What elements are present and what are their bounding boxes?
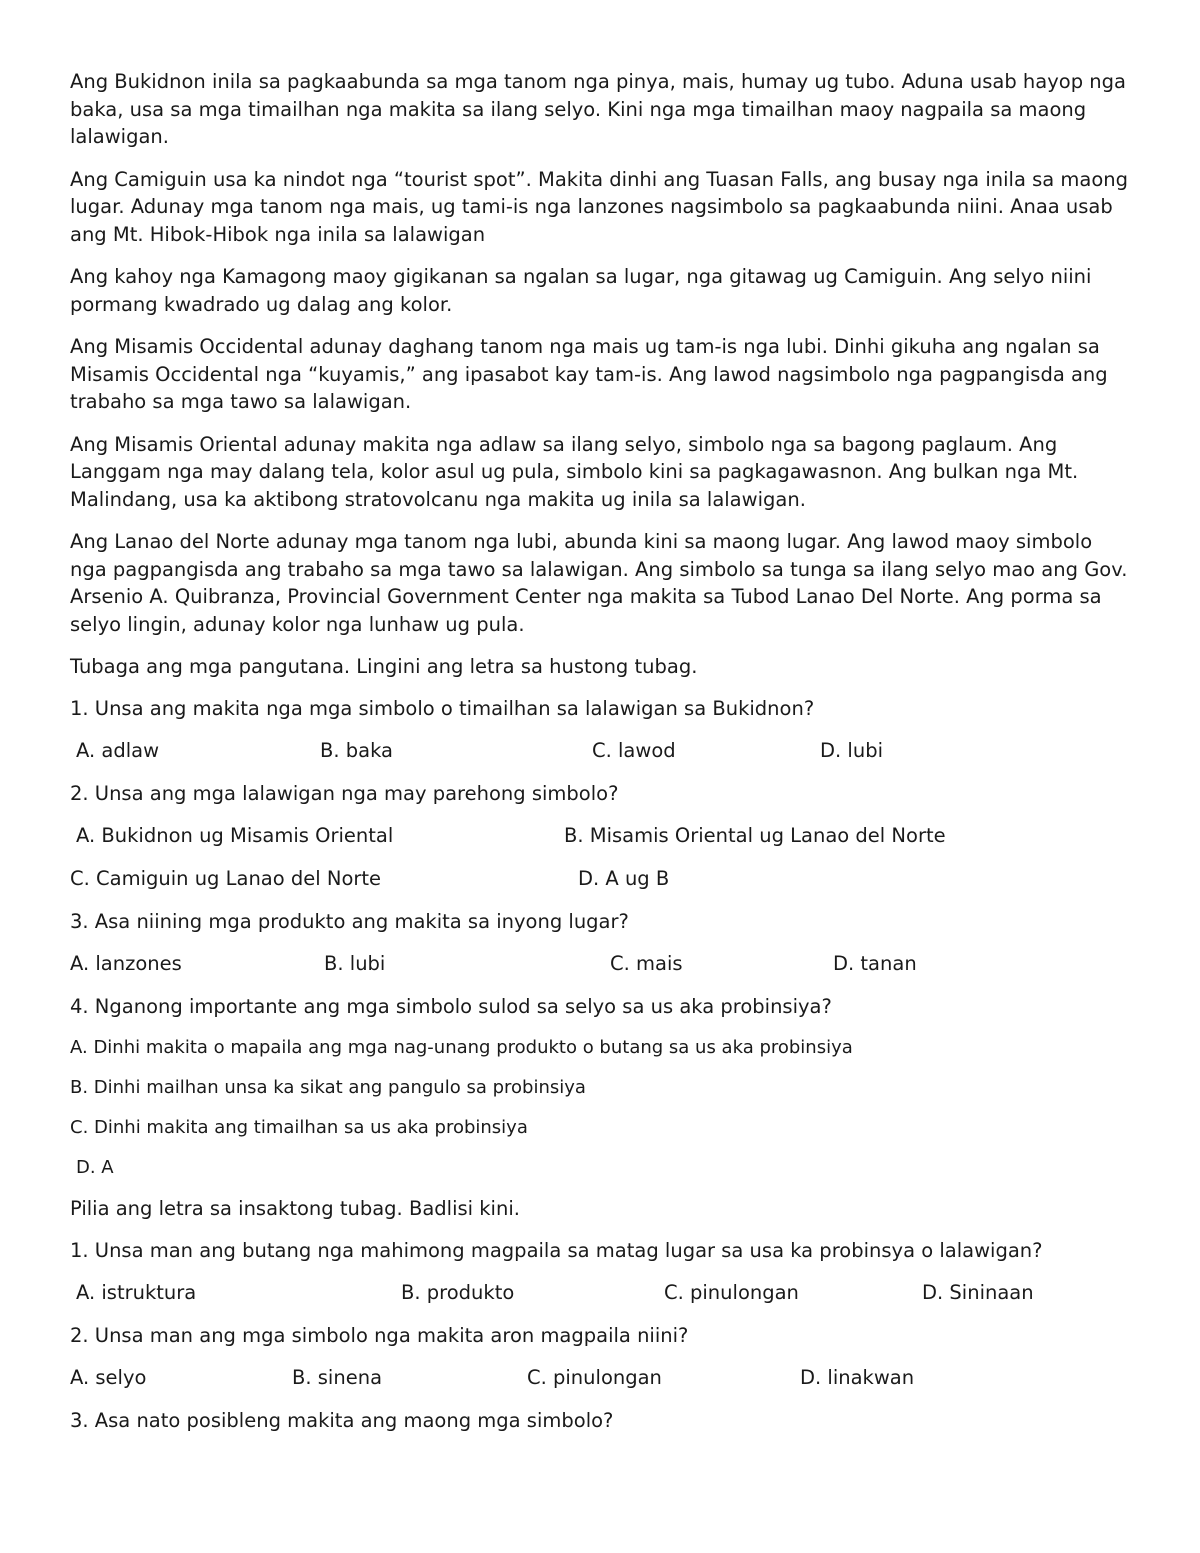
choice-a[interactable]: A. lanzones	[70, 952, 182, 975]
choice-c[interactable]: C. Camiguin ug Lanao del Norte	[70, 867, 382, 890]
part1-question-3: 3. Asa niining mga produkto ang makita sa inyong lugar?	[70, 910, 629, 933]
part2-instruction: Pilia ang letra sa insaktong tubag. Badlisi kini.	[70, 1197, 520, 1220]
part2-q1-choices	[70, 1279, 1130, 1306]
choice-d[interactable]: D. Sininaan	[922, 1281, 1034, 1304]
choice-c[interactable]: C. pinulongan	[664, 1281, 799, 1304]
paragraph-misamis-occidental: Ang Misamis Occidental adunay daghang tanom nga mais ug tam-is nga lubi. Dinhi gikuha ang ngalan sa Misamis Occidental nga “kuyamis,” ang ipasabot kay tam-is. Ang lawod nagsimbolo nga pagpangisda ang trabaho sa mga tawo sa lalawigan.	[70, 335, 1108, 413]
choice-d[interactable]: D. tanan	[833, 952, 917, 975]
part1-q2-choices-ab	[70, 822, 1130, 849]
choice-b[interactable]: B. lubi	[324, 952, 386, 975]
part1-question-2: 2. Unsa ang mga lalawigan nga may parehong simbolo?	[70, 782, 619, 805]
part1-q3-choices	[70, 950, 1130, 977]
choice-a[interactable]: A. adlaw	[76, 739, 160, 762]
choice-b[interactable]: B. Misamis Oriental ug Lanao del Norte	[564, 824, 946, 847]
part1-instruction: Tubaga ang mga pangutana. Lingini ang letra sa hustong tubag.	[70, 655, 698, 678]
paragraph-kamagong: Ang kahoy nga Kamagong maoy gigikanan sa ngalan sa lugar, nga gitawag ug Camiguin. Ang selyo niini pormang kwadrado ug dalag ang kolor.	[70, 265, 1092, 316]
choice-d[interactable]: D. lubi	[820, 739, 883, 762]
choice-b[interactable]: B. baka	[320, 739, 394, 762]
paragraph-misamis-oriental: Ang Misamis Oriental adunay makita nga adlaw sa ilang selyo, simbolo nga sa bagong paglaum. Ang Langgam nga may dalang tela, kolor asul ug pula, simbolo kini sa pagkagawasnon. Ang bulkan nga Mt. Malindang, usa ka aktibong stratovolcanu nga makita ug inila sa lalawigan.	[70, 432, 1079, 511]
part1-question-1: 1. Unsa ang makita nga mga simbolo o timailhan sa lalawigan sa Bukidnon?	[70, 697, 815, 720]
paragraph-bukidnon: Ang Bukidnon inila sa pagkaabunda sa mga tanom nga pinya, mais, humay ug tubo. Aduna usab hayop nga baka, usa sa mga timailhan nga makita sa ilang selyo. Kini nga mga timailhan maoy nagpaila sa maong lalawigan.	[70, 70, 1126, 148]
part1-q2-choices-cd	[70, 865, 1130, 892]
choice-b[interactable]: B. sinena	[292, 1366, 383, 1389]
choice-d[interactable]: D. A	[76, 1157, 114, 1178]
choice-c[interactable]: C. pinulongan	[527, 1366, 662, 1389]
choice-b[interactable]: B. produkto	[401, 1281, 515, 1304]
part2-question-2: 2. Unsa man ang mga simbolo nga makita aron magpaila niini?	[70, 1324, 689, 1347]
document-page	[70, 68, 1130, 1449]
part1-question-4: 4. Nganong importante ang mga simbolo sulod sa selyo sa us aka probinsiya?	[70, 995, 832, 1018]
choice-c[interactable]: C. mais	[610, 952, 683, 975]
choice-d[interactable]: D. A ug B	[578, 867, 670, 890]
choice-d[interactable]: D. linakwan	[800, 1366, 915, 1389]
part2-q2-choices	[70, 1364, 1130, 1391]
choice-c[interactable]: C. lawod	[592, 739, 676, 762]
part2-question-1: 1. Unsa man ang butang nga mahimong magpaila sa matag lugar sa usa ka probinsya o lalawigan?	[70, 1239, 1043, 1262]
choice-b[interactable]: B. Dinhi mailhan unsa ka sikat ang pangulo sa probinsiya	[70, 1077, 586, 1098]
choice-c[interactable]: C. Dinhi makita ang timailhan sa us aka probinsiya	[70, 1117, 528, 1138]
choice-a[interactable]: A. Bukidnon ug Misamis Oriental	[76, 824, 394, 847]
paragraph-lanao-del-norte: Ang Lanao del Norte adunay mga tanom nga lubi, abunda kini sa maong lugar. Ang lawod maoy simbolo nga pagpangisda ang trabaho sa mga tawo sa lalawigan. Ang simbolo sa tunga sa ilang selyo mao ang Gov. Arsenio A. Quibranza, Provincial Government Center nga makita sa Tubod Lanao Del Norte. Ang porma sa selyo lingin, adunay kolor nga lunhaw ug pula.	[70, 530, 1128, 636]
part1-q1-choices	[70, 737, 1130, 764]
paragraph-camiguin: Ang Camiguin usa ka nindot nga “tourist spot”. Makita dinhi ang Tuasan Falls, ang busay nga inila sa maong lugar. Adunay mga tanom nga mais, ug tami-is nga lanzones nagsimbolo sa pagkaabunda niini. Anaa usab ang Mt. Hibok-Hibok nga inila sa lalawigan	[70, 167, 1129, 246]
choice-a[interactable]: A. Dinhi makita o mapaila ang mga nag-unang produkto o butang sa us aka probinsiya	[70, 1037, 853, 1058]
choice-a[interactable]: A. istruktura	[76, 1281, 197, 1304]
choice-a[interactable]: A. selyo	[70, 1366, 147, 1389]
part2-question-3: 3. Asa nato posibleng makita ang maong mga simbolo?	[70, 1409, 614, 1432]
